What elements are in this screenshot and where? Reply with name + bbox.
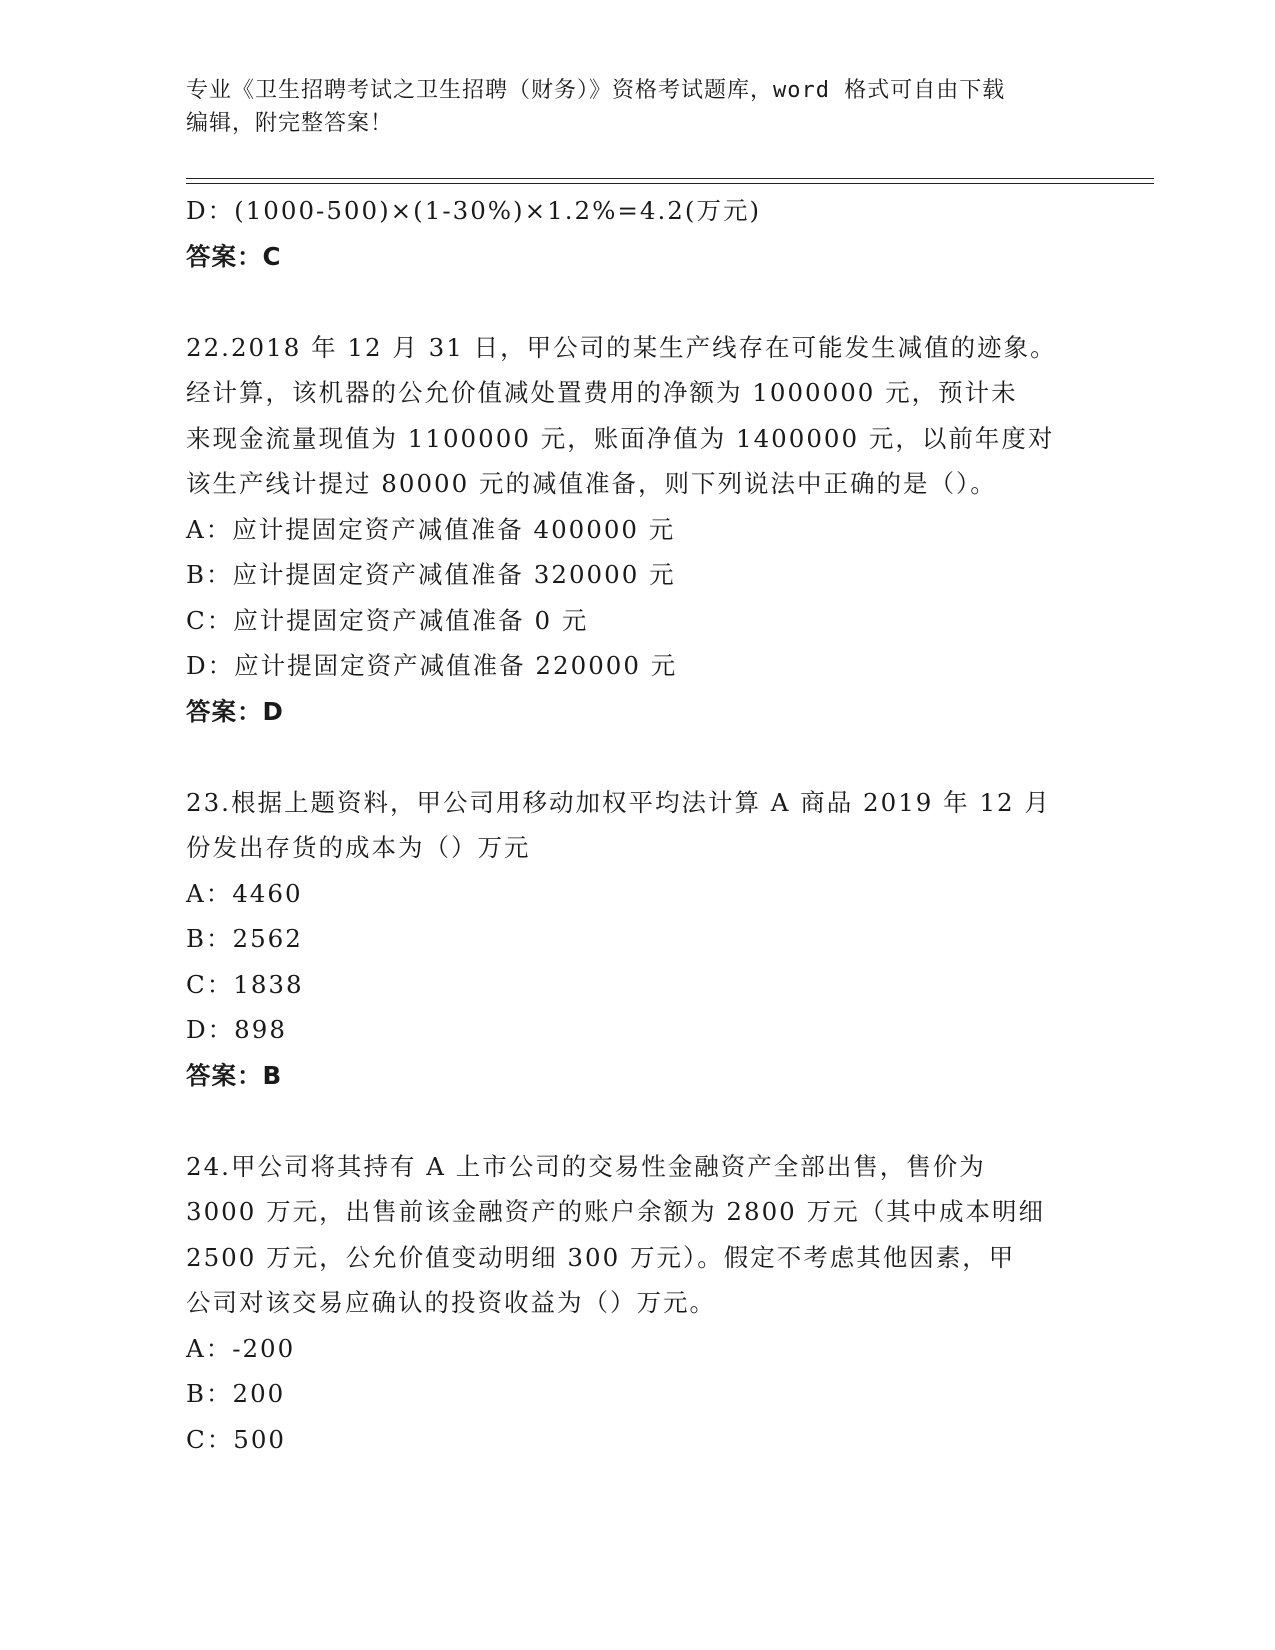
option-b: B：2562 (186, 924, 303, 953)
page-header (186, 74, 1086, 140)
question-stem-line: 3000 万元，出售前该金融资产的账户余额为 2800 万元（其中成本明细 (186, 1197, 1046, 1226)
document-body (186, 188, 1086, 1462)
question-stem-line: 23.根据上题资料，甲公司用移动加权平均法计算 A 商品 2019 年 12 月 (186, 787, 1051, 817)
question-stem-line: 22.2018 年 12 月 31 日，甲公司的某生产线存在可能发生减值的迹象。 (186, 332, 1057, 362)
question-stem-line: 该生产线计提过 80000 元的减值准备，则下列说法中正确的是（）。 (186, 469, 997, 498)
spacer (186, 279, 1086, 325)
header-line-2: 编辑，附完整答案！ (186, 111, 394, 136)
answer-line: 答案：D (186, 696, 284, 726)
question-23 (186, 780, 1086, 1099)
header-divider-top (186, 178, 1154, 179)
option-d: D：(1000-500)×(1-30%)×1.2%=4.2(万元) (186, 196, 761, 225)
answer-line: 答案：B (186, 1060, 283, 1090)
option-a: A：-200 (186, 1333, 296, 1363)
question-stem-line: 2500 万元，公允价值变动明细 300 万元）。假定不考虑其他因素，甲 (186, 1242, 1016, 1272)
header-line-1: 专业《卫生招聘考试之卫生招聘（财务）》资格考试题库，word 格式可自由下载 (186, 78, 1006, 103)
option-c: C：应计提固定资产减值准备 0 元 (186, 605, 589, 635)
option-b: B：应计提固定资产减值准备 320000 元 (186, 560, 676, 589)
question-24 (186, 1144, 1086, 1463)
question-stem-line: 来现金流量现值为 1100000 元，账面净值为 1400000 元，以前年度对 (186, 423, 1055, 453)
question-stem-line: 公司对该交易应确认的投资收益为（）万元。 (186, 1288, 716, 1317)
option-b: B：200 (186, 1379, 286, 1408)
question-stem-line: 份发出存货的成本为（）万元 (186, 833, 531, 862)
option-a: A：应计提固定资产减值准备 400000 元 (186, 514, 676, 544)
question-stem-line: 经计算，该机器的公允价值减处置费用的净额为 1000000 元，预计未 (186, 378, 1018, 407)
question-stem-line: 24.甲公司将其持有 A 上市公司的交易性金融资产全部出售，售价为 (186, 1151, 986, 1181)
option-d: D：898 (186, 1015, 287, 1044)
spacer (186, 734, 1086, 780)
answer-line: 答案：C (186, 241, 282, 271)
option-a: A：4460 (186, 878, 303, 908)
question-22 (186, 325, 1086, 735)
previous-question-tail (186, 188, 1086, 279)
header-divider-bottom (186, 183, 1154, 184)
option-c: C：1838 (186, 969, 304, 999)
option-c: C：500 (186, 1424, 287, 1454)
option-d: D：应计提固定资产减值准备 220000 元 (186, 651, 678, 680)
spacer (186, 1098, 1086, 1144)
